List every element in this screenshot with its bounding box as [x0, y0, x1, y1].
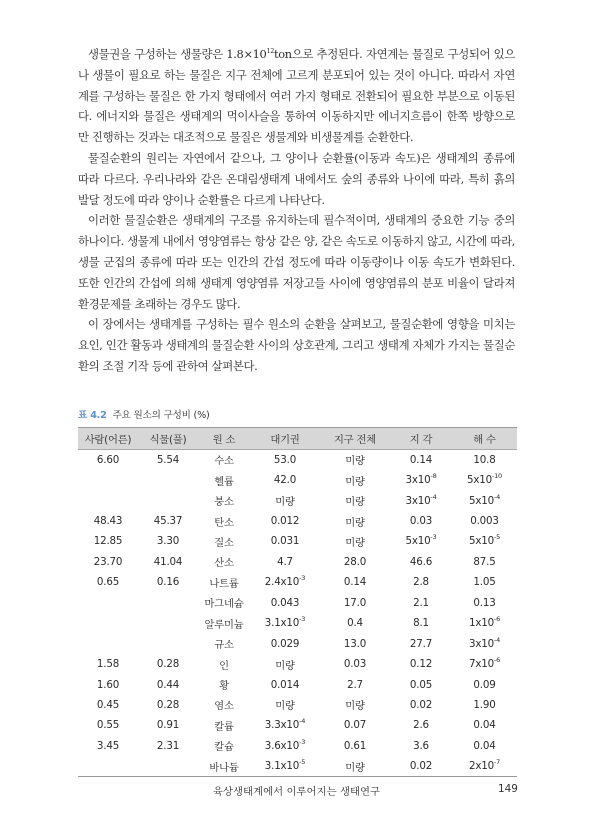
paragraph	[78, 210, 515, 314]
cell-value: 미량	[275, 700, 295, 713]
cell-value: 탄소	[214, 516, 234, 529]
paragraph-text: 생물권을 구성하는 생물량은 1.8×10	[88, 47, 267, 61]
cell-value: 0.28	[156, 658, 180, 671]
table-cell	[78, 531, 138, 551]
cell-exponent: -6	[493, 615, 501, 624]
table-cell	[78, 715, 138, 735]
column-header: 사람(어른)	[78, 428, 138, 450]
cell-value: 6.60	[96, 453, 120, 466]
cell-value: 7x10	[468, 658, 494, 671]
cell-value: 0.09	[473, 678, 496, 691]
table-cell	[198, 715, 250, 735]
table-cell	[198, 695, 250, 715]
table-cell	[390, 633, 452, 653]
table-cell	[198, 552, 250, 572]
cell-value: 45.37	[153, 515, 183, 528]
table-cell	[78, 756, 138, 776]
cell-value: 4.7	[277, 555, 293, 568]
cell-value: 0.12	[409, 658, 433, 671]
cell-value: 42.0	[273, 474, 297, 487]
table-cell	[452, 511, 517, 531]
cell-value: 0.014	[270, 678, 300, 691]
table-body	[78, 450, 517, 777]
table-cell	[138, 613, 198, 633]
cell-value: 질소	[214, 536, 234, 549]
cell-value: 0.28	[156, 698, 180, 711]
cell-value: 미량	[275, 496, 295, 509]
column-header: 지구 전체	[320, 428, 390, 450]
table-cell	[390, 490, 452, 510]
table-cell	[390, 593, 452, 613]
paragraph-text: 이 장에서는 생태계를 구성하는 필수 원소의 순환을 살펴보고, 물질순환에 영향을 미치는 요인, 인간 활동과 생태계의 물질순환 사이의 상호관계, 그리고 생태계 자체가 가지는 물질순환의 조절 기작 등에 관하여 살펴본다.	[78, 317, 515, 373]
cell-value: 3.1x10	[264, 617, 300, 630]
cell-value: 0.012	[270, 515, 300, 528]
table-cell	[390, 715, 452, 735]
table-cell	[250, 633, 320, 653]
table-cell	[320, 756, 390, 776]
table-cell	[250, 490, 320, 510]
table-row	[78, 654, 517, 674]
table-cell	[138, 674, 198, 694]
paragraph-text: ton으로 추정된다. 자연계는 물질로 구성되어 있으나 생물이 필요로 하는 물질은 지구 전체에 고르게 분포되어 있는 것이 아니다. 따라서 자연계를 구성하는 물질은 한 가지 형태에서 여러 가지 형태로 전환되어 필요한 부분으로 이동된다. 에너지와 물질은 생태계의 먹이사슬을 통하여 이동하지만 에너지흐름이 한쪽 방향으로만 진행하는 것과는 대조적으로 물질은 생물계와 비생물계를 순환한다.	[78, 47, 515, 145]
table-cell	[250, 593, 320, 613]
column-header: 식물(풀)	[138, 428, 198, 450]
column-header: 지 각	[390, 428, 452, 450]
table-cell	[390, 470, 452, 490]
cell-value: 미량	[345, 516, 365, 529]
cell-value: 3x10	[405, 494, 431, 507]
cell-value: 미량	[345, 700, 365, 713]
table-cell	[198, 531, 250, 551]
table-cell	[320, 511, 390, 531]
cell-value: 0.03	[409, 515, 433, 528]
table-cell	[138, 756, 198, 776]
cell-value: 1x10	[468, 617, 494, 630]
table-cell	[250, 470, 320, 490]
cell-value: 0.16	[156, 576, 180, 589]
table-label: 표 4.2	[78, 410, 107, 421]
cell-exponent: -7	[493, 758, 501, 767]
table-cell	[390, 695, 452, 715]
table-cell	[320, 633, 390, 653]
cell-value: 0.07	[343, 719, 367, 732]
cell-value: 0.04	[473, 719, 496, 732]
table-cell	[390, 674, 452, 694]
paragraph	[78, 44, 515, 148]
table-caption	[78, 407, 210, 421]
column-header: 원 소	[198, 428, 250, 450]
table-cell	[198, 654, 250, 674]
table-cell	[320, 450, 390, 470]
cell-value: 0.45	[96, 698, 120, 711]
table-cell	[198, 490, 250, 510]
table-cell	[452, 674, 517, 694]
table-cell	[452, 756, 517, 776]
table-cell	[78, 450, 138, 470]
table-row	[78, 633, 517, 653]
cell-value: 미량	[345, 536, 365, 549]
table-cell	[390, 572, 452, 592]
cell-exponent: -4	[493, 492, 501, 501]
cell-value: 3.30	[156, 535, 180, 548]
table-cell	[320, 736, 390, 756]
cell-value: 53.0	[273, 453, 297, 466]
table-cell	[138, 633, 198, 653]
table-title: 주요 원소의 구성비 (%)	[112, 410, 210, 421]
cell-value: 칼슘	[214, 741, 234, 754]
cell-exponent: -8	[430, 472, 437, 481]
cell-exponent: -4	[299, 717, 306, 726]
table-cell	[390, 756, 452, 776]
table-cell	[78, 552, 138, 572]
element-composition-table	[78, 427, 517, 777]
table-cell	[452, 470, 517, 490]
cell-value: 27.7	[409, 637, 433, 650]
table-cell	[452, 613, 517, 633]
table-cell	[320, 470, 390, 490]
cell-value: 5x10	[405, 535, 431, 548]
cell-value: 2x10	[468, 760, 494, 773]
cell-value: 3x10	[468, 637, 494, 650]
cell-value: 마그네슘	[204, 598, 244, 611]
table-cell	[452, 593, 517, 613]
running-footer-title: 육상생태계에서 이루어지는 생태연구	[212, 786, 381, 798]
table-cell	[198, 633, 250, 653]
cell-value: 3.1x10	[264, 760, 300, 773]
table-cell	[390, 613, 452, 633]
cell-value: 23.70	[93, 555, 123, 568]
cell-value: 0.05	[409, 678, 433, 691]
cell-value: 붕소	[214, 496, 234, 509]
cell-exponent: -5	[493, 533, 501, 542]
table-cell	[198, 756, 250, 776]
table-cell	[452, 736, 517, 756]
table-cell	[138, 450, 198, 470]
table-cell	[78, 593, 138, 613]
cell-value: 0.02	[409, 760, 433, 773]
table-row	[78, 572, 517, 592]
cell-value: 미량	[345, 761, 365, 774]
table-cell	[320, 490, 390, 510]
cell-value: 인	[219, 659, 229, 672]
table-cell	[320, 715, 390, 735]
table-cell	[250, 531, 320, 551]
cell-value: 0.44	[156, 678, 180, 691]
table-cell	[250, 450, 320, 470]
table-cell	[198, 470, 250, 490]
cell-value: 10.8	[473, 453, 496, 466]
cell-value: 2.4x10	[264, 576, 300, 589]
cell-exponent: -3	[299, 574, 306, 583]
cell-value: 바나듐	[209, 761, 239, 774]
column-header: 대기권	[250, 428, 320, 450]
cell-value: 3.45	[96, 739, 120, 752]
cell-value: 0.14	[409, 453, 433, 466]
cell-value: 3x10	[405, 474, 431, 487]
cell-exponent: -3	[299, 737, 306, 746]
cell-exponent: -3	[299, 615, 306, 624]
table-cell	[198, 736, 250, 756]
table-row	[78, 593, 517, 613]
table-cell	[452, 633, 517, 653]
table-cell	[138, 552, 198, 572]
cell-value: 0.043	[270, 596, 300, 609]
cell-value: 염소	[214, 700, 234, 713]
table-cell	[198, 593, 250, 613]
cell-value: 0.13	[473, 596, 496, 609]
table-row	[78, 695, 517, 715]
table-cell	[250, 695, 320, 715]
cell-value: 미량	[345, 496, 365, 509]
table-cell	[138, 572, 198, 592]
table-row	[78, 470, 517, 490]
table-cell	[198, 572, 250, 592]
table-cell	[78, 490, 138, 510]
table-cell	[250, 715, 320, 735]
cell-exponent: -4	[493, 635, 501, 644]
cell-value: 3.3x10	[264, 719, 300, 732]
table-cell	[390, 736, 452, 756]
table-cell	[320, 695, 390, 715]
table-cell	[78, 695, 138, 715]
cell-value: 5.54	[156, 453, 180, 466]
table-cell	[78, 674, 138, 694]
table-cell	[320, 613, 390, 633]
cell-value: 1.58	[96, 658, 120, 671]
body-text	[78, 44, 515, 377]
cell-value: 5x10	[468, 494, 494, 507]
cell-exponent: -6	[493, 656, 501, 665]
table-row	[78, 552, 517, 572]
table-cell	[78, 613, 138, 633]
table-cell	[452, 654, 517, 674]
table-cell	[198, 450, 250, 470]
table-row	[78, 531, 517, 551]
table-cell	[452, 695, 517, 715]
table-cell	[198, 613, 250, 633]
cell-value: 8.1	[413, 617, 429, 630]
table-cell	[320, 531, 390, 551]
table-cell	[250, 756, 320, 776]
cell-value: 0.029	[270, 637, 300, 650]
table-cell	[320, 593, 390, 613]
table-cell	[250, 572, 320, 592]
cell-exponent: -5	[299, 758, 306, 767]
cell-value: 0.031	[270, 535, 300, 548]
table-cell	[138, 736, 198, 756]
cell-value: 0.02	[409, 698, 433, 711]
cell-value: 2.31	[156, 739, 180, 752]
cell-value: 12.85	[93, 535, 123, 548]
cell-value: 1.90	[473, 698, 496, 711]
table-cell	[198, 674, 250, 694]
cell-value: 0.4	[347, 617, 363, 630]
cell-value: 1.60	[96, 678, 120, 691]
cell-value: 5x10	[467, 474, 492, 487]
table-cell	[138, 470, 198, 490]
table-cell	[320, 654, 390, 674]
table-cell	[250, 674, 320, 694]
cell-value: 48.43	[93, 515, 123, 528]
table-cell	[138, 531, 198, 551]
table-cell	[78, 572, 138, 592]
table-cell	[78, 470, 138, 490]
table-cell	[78, 654, 138, 674]
cell-value: 0.65	[96, 576, 120, 589]
paragraph-text: 물질순환의 원리는 자연에서 같으나, 그 양이나 순환률(이동과 속도)은 생태계의 종류에 따라 다르다. 우리나라와 같은 온대림생태계 내에서도 숲의 종류와 나이에 따라, 특히 흙의 발달 정도에 따라 양이나 순환률은 다르게 나타난다.	[78, 150, 515, 207]
cell-value: 미량	[345, 475, 365, 488]
cell-value: 2.1	[413, 596, 429, 609]
table-cell	[138, 654, 198, 674]
table-cell	[138, 593, 198, 613]
cell-value: 0.03	[343, 658, 367, 671]
page-number: 149	[498, 783, 518, 795]
table-cell	[390, 511, 452, 531]
column-header: 해 수	[452, 428, 517, 450]
table-row	[78, 756, 517, 776]
cell-value: 2.7	[347, 678, 363, 691]
cell-value: 알루미늄	[204, 618, 244, 631]
table-cell	[320, 572, 390, 592]
cell-value: 13.0	[343, 637, 367, 650]
cell-exponent: -3	[430, 533, 437, 542]
cell-value: 0.14	[343, 576, 367, 589]
table-row	[78, 490, 517, 510]
table-cell	[320, 674, 390, 694]
table-cell	[452, 531, 517, 551]
cell-value: 0.003	[470, 515, 499, 528]
cell-value: 0.55	[96, 719, 120, 732]
table-cell	[78, 633, 138, 653]
cell-value: 산소	[214, 557, 234, 570]
cell-value: 나트륨	[209, 577, 239, 590]
table-row	[78, 736, 517, 756]
paragraph-text: 이러한 물질순환은 생태계의 구조를 유지하는데 필수적이며, 생태계의 중요한 기능 중의 하나이다. 생물계 내에서 영양염류는 항상 같은 양, 같은 속도로 이동하지 않고, 시간에 따라, 생물 군집의 종류에 따라 또는 인간의 간섭 정도에 따라 이동량이나 이동 속도가 변화된다. 또한 인간의 간섭에 의해 생태계 영양염류 저장고들 사이에 영양염류의 분포 비율이 달라져 환경문제를 초래하는 경우도 많다.	[78, 213, 515, 311]
cell-value: 규소	[214, 639, 234, 652]
table-cell	[138, 715, 198, 735]
table-cell	[138, 511, 198, 531]
superscript: 12	[266, 47, 275, 55]
cell-value: 수소	[214, 455, 234, 468]
table-cell	[390, 552, 452, 572]
cell-value: 3.6x10	[264, 739, 300, 752]
table-cell	[320, 552, 390, 572]
table-cell	[250, 736, 320, 756]
table-cell	[452, 552, 517, 572]
table-cell	[250, 613, 320, 633]
table-row	[78, 511, 517, 531]
cell-value: 0.91	[156, 719, 180, 732]
table-cell	[198, 511, 250, 531]
table-row	[78, 715, 517, 735]
table-cell	[250, 654, 320, 674]
cell-value: 41.04	[153, 555, 183, 568]
cell-exponent: -4	[430, 492, 437, 501]
cell-value: 3.6	[413, 739, 429, 752]
cell-value: 황	[219, 680, 229, 693]
table-cell	[138, 490, 198, 510]
paragraph	[78, 314, 515, 376]
table-cell	[390, 654, 452, 674]
cell-value: 28.0	[343, 555, 367, 568]
cell-value: 칼륨	[214, 720, 234, 733]
cell-exponent: -10	[491, 472, 502, 481]
cell-value: 2.8	[413, 576, 429, 589]
table-cell	[452, 450, 517, 470]
table-cell	[390, 531, 452, 551]
cell-value: 미량	[275, 659, 295, 672]
cell-value: 2.6	[413, 719, 429, 732]
table-cell	[390, 450, 452, 470]
table-row	[78, 613, 517, 633]
paragraph	[78, 148, 515, 210]
cell-value: 미량	[345, 455, 365, 468]
cell-value: 헬륨	[214, 475, 234, 488]
table-cell	[78, 736, 138, 756]
cell-value: 5x10	[468, 535, 494, 548]
table-cell	[138, 695, 198, 715]
table-cell	[452, 715, 517, 735]
cell-value: 46.6	[409, 555, 433, 568]
table-cell	[78, 511, 138, 531]
cell-value: 1.05	[473, 576, 496, 589]
cell-value: 17.0	[343, 596, 367, 609]
cell-value: 0.04	[473, 739, 496, 752]
table-cell	[452, 572, 517, 592]
table-cell	[250, 552, 320, 572]
table-row	[78, 674, 517, 694]
table-header-row	[78, 428, 517, 450]
table-row	[78, 450, 517, 470]
cell-value: 87.5	[473, 555, 496, 568]
table-cell	[452, 490, 517, 510]
table-cell	[250, 511, 320, 531]
cell-value: 0.61	[343, 739, 367, 752]
